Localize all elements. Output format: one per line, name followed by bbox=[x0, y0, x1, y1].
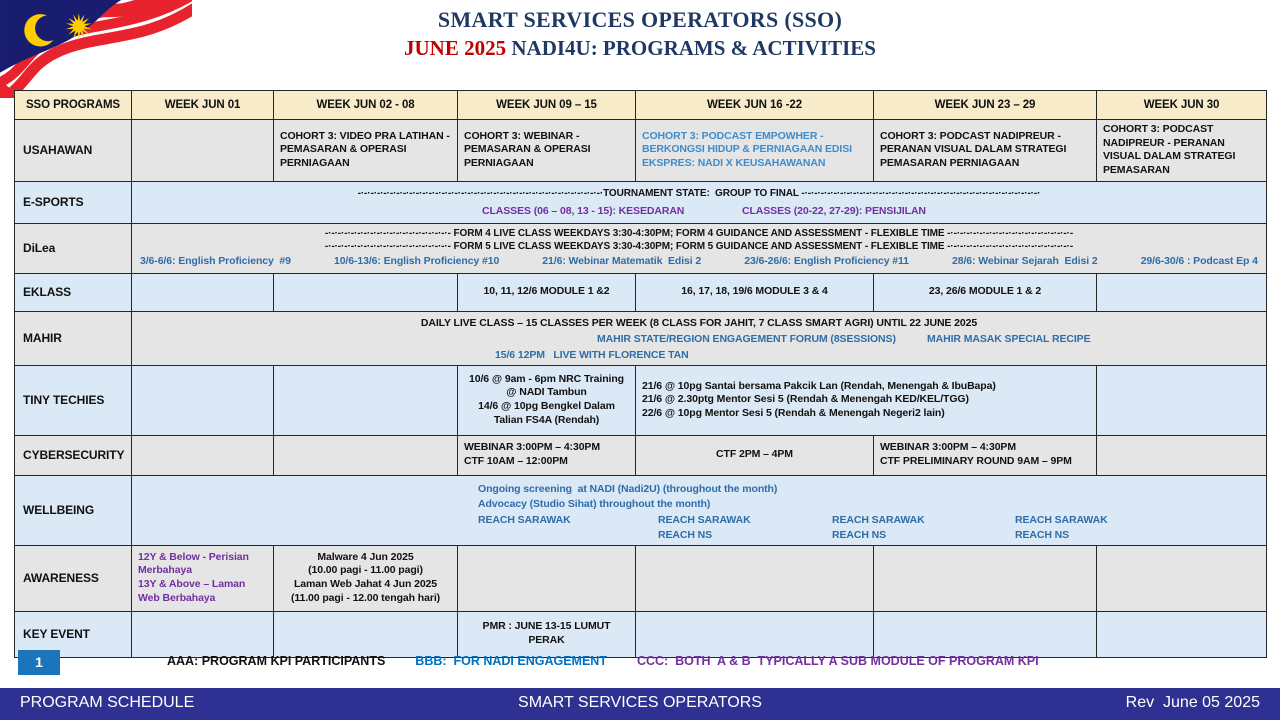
tiny-techies-line: 21/6 @ 2.30ptg Mentor Sesi 5 (Rendah & Menengah KED/KEL/TGG) bbox=[642, 393, 969, 406]
cybersecurity-line: WEBINAR 3:00PM – 4:30PM bbox=[464, 441, 600, 454]
dilea-event: 10/6-13/6: English Proficiency #10 bbox=[333, 254, 500, 267]
cell-usahawan-week5: COHORT 3: PODCAST NADIPREUR - PERANAN VISUAL DALAM STRATEGI PEMASARAN PERNIAGAAN bbox=[874, 120, 1097, 182]
cell-tiny-techies-week4-5 bbox=[636, 365, 1097, 435]
wellbeing-reach-sarawak: REACH SARAWAK bbox=[478, 513, 571, 526]
empty-cell bbox=[132, 435, 274, 475]
dilea-event: 29/6-30/6 : Podcast Ep 4 bbox=[1140, 254, 1258, 267]
cell-awareness-week1 bbox=[132, 545, 274, 611]
legend-aaa: AAA: PROGRAM KPI PARTICIPANTS bbox=[167, 654, 386, 668]
empty-cell bbox=[1097, 435, 1267, 475]
mahir-daily-class-line: DAILY LIVE CLASS – 15 CLASSES PER WEEK (8 CLASS FOR JAHIT, 7 CLASS SMART AGRI) UNTIL 22 JUNE 2025 bbox=[420, 316, 978, 329]
row-label-key-event: KEY EVENT bbox=[15, 611, 132, 657]
empty-cell bbox=[132, 273, 274, 311]
cell-cybersecurity-week3 bbox=[458, 435, 636, 475]
cell-eklass-week3: 10, 11, 12/6 MODULE 1 &2 bbox=[458, 273, 636, 311]
dilea-event: 3/6-6/6: English Proficiency #9 bbox=[140, 254, 291, 267]
wellbeing-reach-ns: REACH NS bbox=[1015, 528, 1070, 541]
page-subtitle bbox=[0, 35, 1280, 61]
footer-right: Rev June 05 2025 bbox=[1125, 694, 1260, 711]
wellbeing-screening-line: Ongoing screening at NADI (Nadi2U) (throughout the month) bbox=[478, 482, 778, 495]
empty-cell bbox=[274, 435, 458, 475]
cell-dilea-all-weeks bbox=[132, 223, 1267, 273]
row-label-dilea: DiLea bbox=[15, 223, 132, 273]
footer-center: SMART SERVICES OPERATORS bbox=[518, 694, 762, 711]
legend bbox=[167, 654, 1039, 668]
row-key-event bbox=[15, 611, 1267, 657]
slide-header bbox=[0, 7, 1280, 61]
dilea-event: 28/6: Webinar Sejarah Edisi 2 bbox=[951, 254, 1098, 267]
empty-cell bbox=[132, 365, 274, 435]
row-dilea bbox=[15, 223, 1267, 273]
col-header-week6: WEEK JUN 30 bbox=[1097, 91, 1267, 120]
row-wellbeing bbox=[15, 475, 1267, 545]
awareness-line: 13Y & Above – Laman bbox=[138, 578, 246, 591]
subtitle-text: NADI4U: PROGRAMS & ACTIVITIES bbox=[506, 36, 876, 60]
dilea-form4-line: -·-·-·-·-·-·-·-·-·-·-·-·-·-·-·-·-·-·-·- FORM 4 LIVE CLASS WEEKDAYS 3:30-4:30PM; FORM 4 GUIDANCE AND ASSESSMENT - FLEXIBLE TIME -·-·-·-·-·-·-·-·-·-·-·-·-·-·-·-·-·-·-·- bbox=[324, 227, 1074, 239]
page-number: 1 bbox=[18, 650, 60, 675]
wellbeing-reach-ns: REACH NS bbox=[832, 528, 887, 541]
row-label-esports: E-SPORTS bbox=[15, 181, 132, 223]
schedule-table bbox=[14, 90, 1267, 658]
awareness-line: Web Berbahaya bbox=[138, 591, 216, 604]
col-header-week4: WEEK JUN 16 -22 bbox=[636, 91, 874, 120]
row-tiny-techies bbox=[15, 365, 1267, 435]
row-label-wellbeing: WELLBEING bbox=[15, 475, 132, 545]
row-awareness bbox=[15, 545, 1267, 611]
tiny-techies-line: 14/6 @ 10pg Bengkel Dalam bbox=[478, 400, 615, 413]
cell-mahir-all-weeks bbox=[132, 311, 1267, 365]
row-label-awareness: AWARENESS bbox=[15, 545, 132, 611]
empty-cell bbox=[636, 545, 874, 611]
cell-usahawan-week3: COHORT 3: WEBINAR - PEMASARAN & OPERASI PERNIAGAAN bbox=[458, 120, 636, 182]
legend-ccc: CCC: BOTH A & B TYPICALLY A SUB MODULE OF PROGRAM KPI bbox=[636, 654, 1039, 668]
cell-cybersecurity-week4: CTF 2PM – 4PM bbox=[636, 435, 874, 475]
empty-cell bbox=[132, 611, 274, 657]
mahir-engagement-forum: MAHIR STATE/REGION ENGAGEMENT FORUM (8SESSIONS) bbox=[597, 332, 896, 345]
tiny-techies-line: 22/6 @ 10pg Mentor Sesi 5 (Rendah & Menengah Negeri2 lain) bbox=[642, 406, 945, 419]
empty-cell bbox=[874, 611, 1097, 657]
col-header-week5: WEEK JUN 23 – 29 bbox=[874, 91, 1097, 120]
awareness-line: 12Y & Below - Perisian bbox=[138, 550, 249, 563]
col-header-week1: WEEK JUN 01 bbox=[132, 91, 274, 120]
empty-cell bbox=[1097, 611, 1267, 657]
cell-eklass-week5: 23, 26/6 MODULE 1 & 2 bbox=[874, 273, 1097, 311]
cell-usahawan-week4: COHORT 3: PODCAST EMPOWHER - BERKONGSI HIDUP & PERNIAGAAN EDISI EKSPRES: NADI X KEUSAHAWANAN bbox=[636, 120, 874, 182]
page-title: SMART SERVICES OPERATORS (SSO) bbox=[437, 7, 843, 32]
subtitle-month: JUNE 2025 bbox=[404, 36, 507, 60]
cell-esports-all-weeks bbox=[132, 181, 1267, 223]
empty-cell bbox=[458, 545, 636, 611]
empty-cell bbox=[274, 273, 458, 311]
row-label-cybersecurity: CYBERSECURITY bbox=[15, 435, 132, 475]
awareness-line: Laman Web Jahat 4 Jun 2025 bbox=[293, 578, 438, 591]
cell-cybersecurity-week5 bbox=[874, 435, 1097, 475]
row-esports bbox=[15, 181, 1267, 223]
empty-cell bbox=[274, 365, 458, 435]
esports-classes-kesedaran: CLASSES (06 – 08, 13 - 15): KESEDARAN bbox=[482, 204, 685, 217]
awareness-line: Merbahaya bbox=[138, 564, 192, 577]
cell-awareness-week2 bbox=[274, 545, 458, 611]
col-header-week3: WEEK JUN 09 – 15 bbox=[458, 91, 636, 120]
mahir-masak-recipe: MAHIR MASAK SPECIAL RECIPE bbox=[927, 332, 1091, 345]
empty-cell bbox=[274, 611, 458, 657]
footer-left: PROGRAM SCHEDULE bbox=[20, 694, 195, 711]
header-row bbox=[15, 91, 1267, 120]
footer-bar bbox=[0, 688, 1280, 720]
empty-cell bbox=[1097, 273, 1267, 311]
wellbeing-reach-sarawak: REACH SARAWAK bbox=[658, 513, 751, 526]
tiny-techies-line: 10/6 @ 9am - 6pm NRC Training bbox=[469, 372, 624, 385]
empty-cell bbox=[1097, 545, 1267, 611]
cell-wellbeing-all-weeks bbox=[132, 475, 1267, 545]
cell-usahawan-week6: COHORT 3: PODCAST NADIPREUR - PERANAN VISUAL DALAM STRATEGI PEMASARAN bbox=[1097, 120, 1267, 182]
empty-cell bbox=[1097, 365, 1267, 435]
awareness-line: Malware 4 Jun 2025 bbox=[317, 550, 414, 563]
tiny-techies-line: @ NADI Tambun bbox=[506, 386, 587, 399]
cell-eklass-week4: 16, 17, 18, 19/6 MODULE 3 & 4 bbox=[636, 273, 874, 311]
cybersecurity-line: WEBINAR 3:00PM – 4:30PM bbox=[880, 441, 1016, 454]
dilea-form5-line: -·-·-·-·-·-·-·-·-·-·-·-·-·-·-·-·-·-·-·- FORM 5 LIVE CLASS WEEKDAYS 3:30-4:30PM; FORM 5 GUIDANCE AND ASSESSMENT - FLEXIBLE TIME -·-·-·-·-·-·-·-·-·-·-·-·-·-·-·-·-·-·-·- bbox=[324, 240, 1074, 252]
row-label-usahawan: USAHAWAN bbox=[15, 120, 132, 182]
wellbeing-advocacy-line: Advocacy (Studio Sihat) throughout the month) bbox=[478, 497, 711, 510]
row-eklass bbox=[15, 273, 1267, 311]
wellbeing-reach-ns: REACH NS bbox=[658, 528, 713, 541]
empty-cell bbox=[636, 611, 874, 657]
row-label-mahir: MAHIR bbox=[15, 311, 132, 365]
dilea-event: 23/6-26/6: English Proficiency #11 bbox=[744, 254, 909, 267]
wellbeing-reach-sarawak: REACH SARAWAK bbox=[1015, 513, 1108, 526]
mahir-florence-tan-live: 15/6 12PM LIVE WITH FLORENCE TAN bbox=[495, 348, 689, 361]
row-cybersecurity bbox=[15, 435, 1267, 475]
key-event-line: PMR : JUNE 13-15 LUMUT bbox=[482, 620, 611, 633]
esports-classes-pensijilan: CLASSES (20-22, 27-29): PENSIJILAN bbox=[742, 204, 926, 217]
esports-tournament-line: -·-·-·-·-·-·-·-·-·-·-·-·-·-·-·-·-·-·-·-·-·-·-·-·-·-·-·-·-·-·-·-·-·-·-·-·-·-·TOURNAMENT STATE: GROUP TO FINAL -·-·-·-·-·-·-·-·-·-·-·-·-·-·-·-·-·-·-·-·-·-·-·-·-·-·-·-·-·-·-·-·-·-·-·-·-· bbox=[357, 187, 1041, 199]
awareness-line: (11.00 pagi - 12.00 tengah hari) bbox=[290, 591, 441, 604]
awareness-line: (10.00 pagi - 11.00 pagi) bbox=[308, 564, 423, 577]
wellbeing-reach-sarawak: REACH SARAWAK bbox=[832, 513, 925, 526]
key-event-line: PERAK bbox=[528, 634, 565, 647]
tiny-techies-line: Talian FS4A (Rendah) bbox=[493, 413, 600, 426]
cybersecurity-line: CTF PRELIMINARY ROUND 9AM – 9PM bbox=[880, 455, 1072, 468]
cell-key-event-week3 bbox=[458, 611, 636, 657]
row-mahir bbox=[15, 311, 1267, 365]
col-header-week2: WEEK JUN 02 - 08 bbox=[274, 91, 458, 120]
legend-bbb: BBB: FOR NADI ENGAGEMENT bbox=[415, 654, 607, 668]
dilea-events-line bbox=[140, 255, 1258, 267]
cybersecurity-line: CTF 10AM – 12:00PM bbox=[464, 455, 568, 468]
cell-tiny-techies-week3 bbox=[458, 365, 636, 435]
dilea-event: 21/6: Webinar Matematik Edisi 2 bbox=[542, 254, 702, 267]
row-usahawan bbox=[15, 120, 1267, 182]
row-label-eklass: EKLASS bbox=[15, 273, 132, 311]
empty-cell bbox=[874, 545, 1097, 611]
row-label-tiny-techies: TINY TECHIES bbox=[15, 365, 132, 435]
col-header-programs: SSO PROGRAMS bbox=[15, 91, 132, 120]
tiny-techies-line: 21/6 @ 10pg Santai bersama Pakcik Lan (Rendah, Menengah & IbuBapa) bbox=[642, 379, 996, 392]
empty-cell bbox=[132, 120, 274, 182]
cell-usahawan-week2: COHORT 3: VIDEO PRA LATIHAN - PEMASARAN & OPERASI PERNIAGAAN bbox=[274, 120, 458, 182]
